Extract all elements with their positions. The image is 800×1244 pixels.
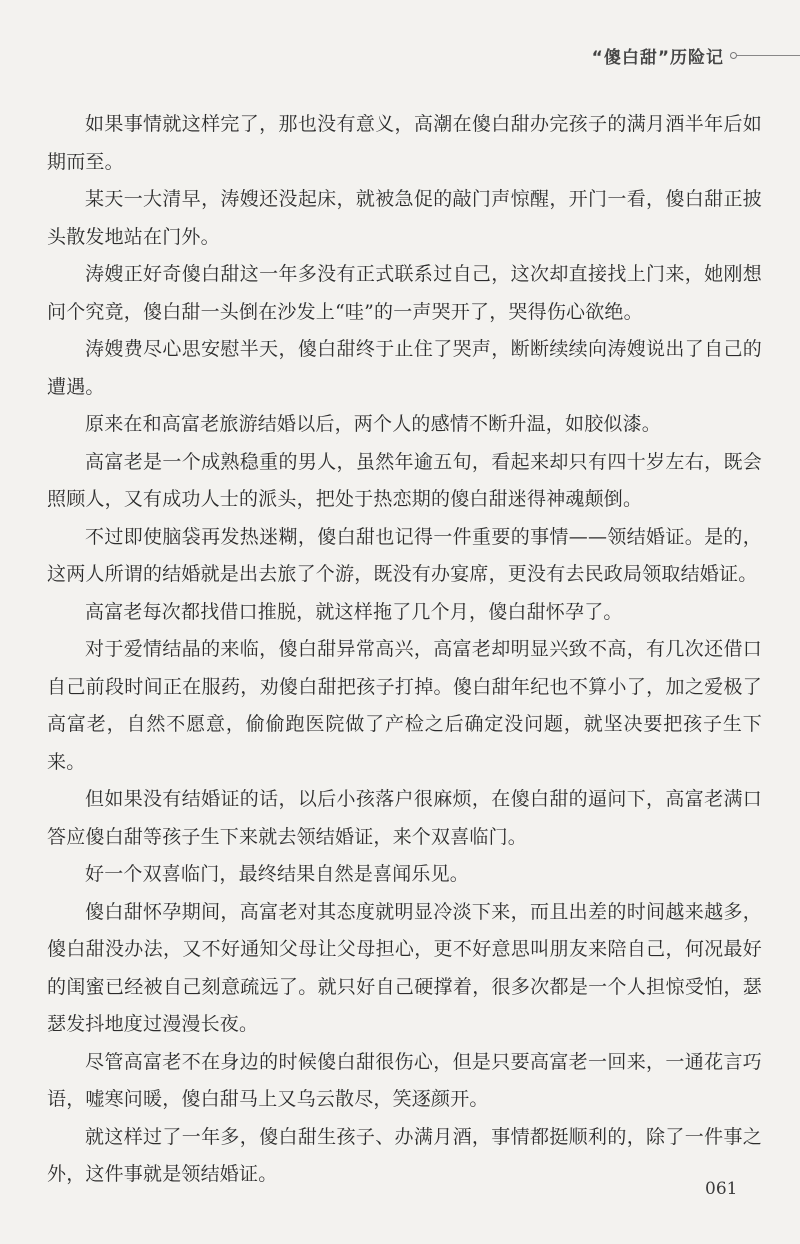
paragraph: 如果事情就这样完了，那也没有意义，高潮在傻白甜办完孩子的满月酒半年后如期而至。 [47,113,762,173]
paragraph: 尽管高富老不在身边的时候傻白甜很伤心，但是只要高富老一回来，一通花言巧语，嘘寒问暖，傻白甜马上又乌云散尽，笑逐颜开。 [47,1050,762,1110]
ornament-circle [730,52,737,59]
paragraph: 不过即使脑袋再发热迷糊，傻白甜也记得一件重要的事情——领结婚证。是的，这两人所谓的结婚就是出去旅了个游，既没有办宴席，更没有去民政局领取结婚证。 [47,525,762,585]
running-title: “傻白甜”历险记 [591,48,724,68]
paragraph: 好一个双喜临门，最终结果自然是喜闻乐见。 [85,863,470,885]
paragraph: 对于爱情结晶的来临，傻白甜异常高兴，高富老却明显兴致不高，有几次还借口自己前段时间正在服药，劝傻白甜把孩子打掉。傻白甜年纪也不算小了，加之爱极了高富老，自然不愿意，偷偷跑医院做了产检之后确定没问题，就坚决要把孩子生下来。 [47,638,762,773]
paragraph: 原来在和高富老旅游结婚以后，两个人的感情不断升温，如胶似漆。 [85,413,662,435]
header-ornament [730,52,800,59]
paragraph: 涛嫂费尽心思安慰半天，傻白甜终于止住了哭声，断断续续向涛嫂说出了自己的遭遇。 [47,338,762,398]
paragraph: 某天一大清早，涛嫂还没起床，就被急促的敲门声惊醒，开门一看，傻白甜正披头散发地站在门外。 [47,188,762,248]
page-number: 061 [705,1179,738,1199]
paragraph: 就这样过了一年多，傻白甜生孩子、办满月酒，事情都挺顺利的，除了一件事之外，这件事就是领结婚证。 [47,1125,762,1185]
paragraph: 傻白甜怀孕期间，高富老对其态度就明显冷淡下来，而且出差的时间越来越多，傻白甜没办法，又不好通知父母让父母担心，更不好意思叫朋友来陪自己，何况最好的闺蜜已经被自己刻意疏远了。就只好自己硬撑着，很多次都是一个人担惊受怕，瑟瑟发抖地度过漫漫长夜。 [47,900,762,1035]
paragraph: 但如果没有结婚证的话，以后小孩落户很麻烦，在傻白甜的逼问下，高富老满口答应傻白甜等孩子生下来就去领结婚证，来个双喜临门。 [47,788,762,848]
paragraph: 高富老是一个成熟稳重的男人，虽然年逾五旬，看起来却只有四十岁左右，既会照顾人，又有成功人士的派头，把处于热恋期的傻白甜迷得神魂颠倒。 [47,450,762,510]
ornament-line [737,55,800,56]
paragraph: 涛嫂正好奇傻白甜这一年多没有正式联系过自己，这次却直接找上门来，她刚想问个究竟，傻白甜一头倒在沙发上“哇”的一声哭开了，哭得伤心欲绝。 [47,263,762,323]
paragraph: 高富老每次都找借口推脱，就这样拖了几个月，傻白甜怀孕了。 [85,600,623,623]
running-header [592,43,800,68]
body-text [47,106,762,1194]
